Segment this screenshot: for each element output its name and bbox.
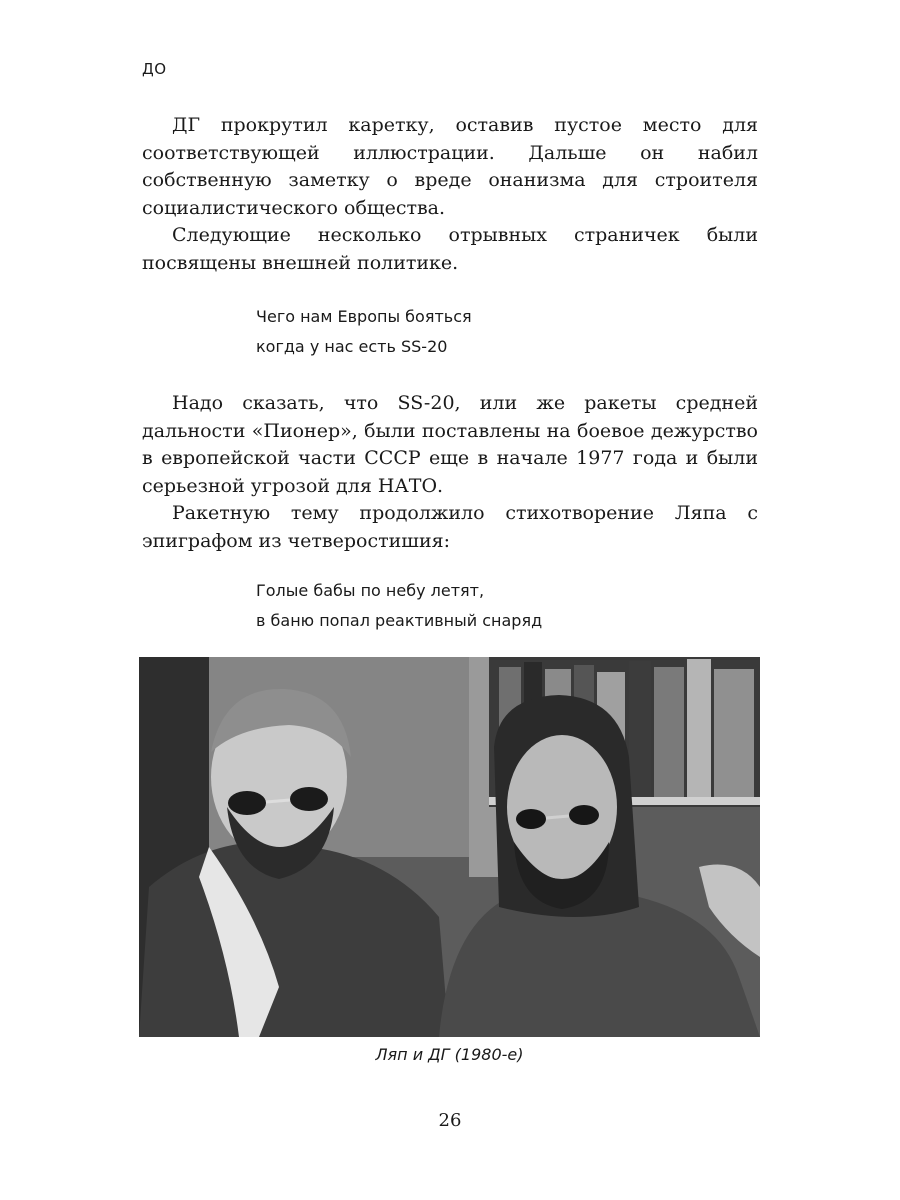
verse-block-2 <box>256 576 542 636</box>
verse-line: Чего нам Европы бояться <box>256 307 472 326</box>
verse-line: в баню попал реактивный снаряд <box>256 611 543 630</box>
page-number: 26 <box>438 1110 462 1131</box>
text-block-2 <box>142 390 758 555</box>
running-head: ДО <box>142 60 167 78</box>
text-block-1 <box>142 112 758 277</box>
verse-line: когда у нас есть SS-20 <box>256 337 448 356</box>
paragraph: Следующие несколько отрывных страничек были посвящены внешней политике. <box>142 224 758 274</box>
verse-block-1 <box>256 302 472 362</box>
paragraph: Надо сказать, что SS-20, или же ракеты средней дальности «Пионер», были поставлены на боевое дежурство в европейской части СССР еще в начале 1977 года и были серьезной угрозой для НАТО. <box>142 392 758 497</box>
photo <box>139 657 760 1037</box>
photo-illustration <box>139 657 760 1037</box>
photo-caption: Ляп и ДГ (1980-е) <box>375 1045 524 1064</box>
paragraph: ДГ прокрутил каретку, оставив пустое место для соответствующей иллюстрации. Дальше он набил собственную заметку о вреде онанизма для строителя социалистического общества. <box>142 114 758 219</box>
paragraph: Ракетную тему продолжило стихотворение Ляпа с эпиграфом из четверостишия: <box>142 502 758 552</box>
verse-line: Голые бабы по небу летят, <box>256 581 485 600</box>
